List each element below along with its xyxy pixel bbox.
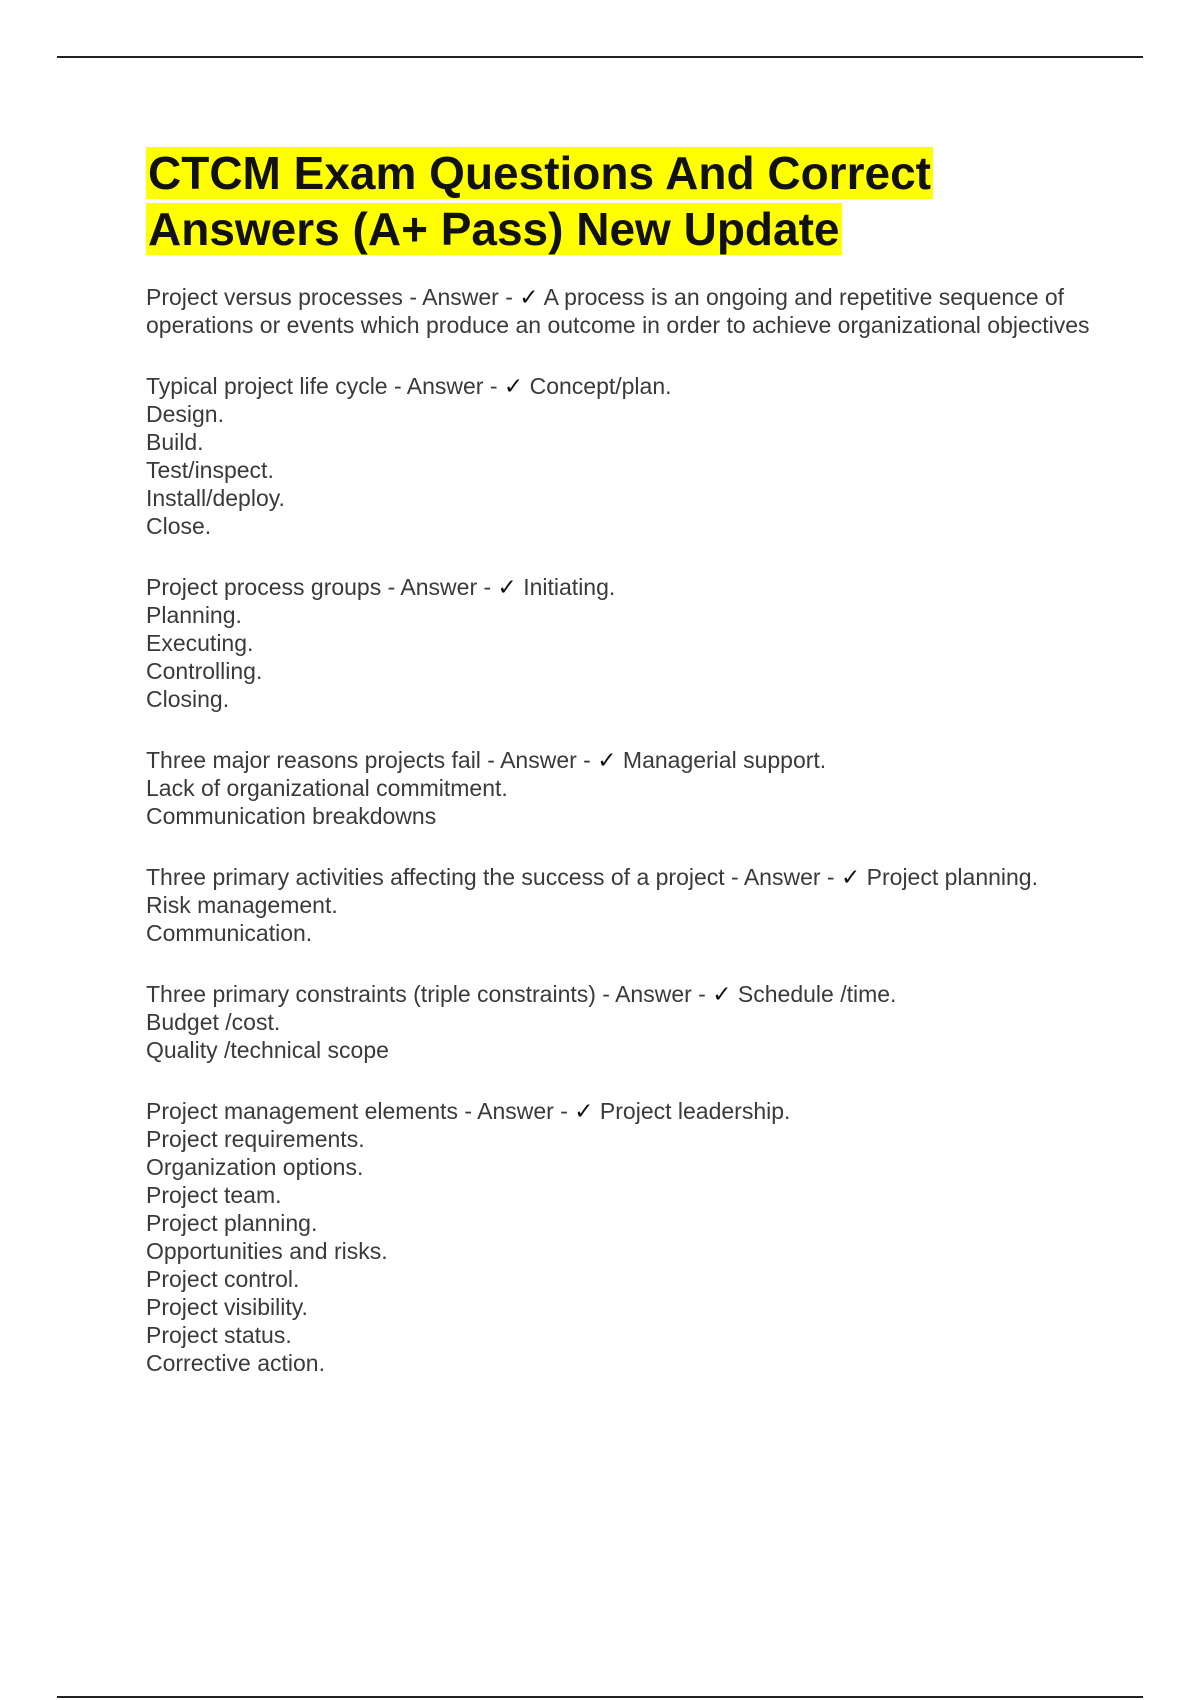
qa-answer-line: Communication. [146,920,313,946]
qa-answer-line: Lack of organizational commitment. [146,775,508,801]
answer-separator: - Answer - [480,747,598,773]
qa-question-line [146,746,1106,774]
qa-answer-line: Managerial support. [622,747,827,773]
qa-item [146,980,1106,1064]
qa-question-line [146,573,1106,601]
qa-list [146,283,1106,1377]
check-icon: ✓ [712,981,732,1007]
qa-answer-line: Project leadership. [599,1098,791,1124]
qa-question: Three major reasons projects fail [146,747,481,773]
qa-answer-line: Project planning. [866,864,1038,890]
check-icon: ✓ [840,864,861,890]
check-icon: ✓ [597,747,617,773]
qa-answer-line: Closing. [146,686,230,712]
qa-answer-line: Build. [146,429,204,455]
qa-question-line [146,283,1106,339]
check-icon: ✓ [503,373,524,399]
qa-answer-line: Organization options. [146,1154,364,1180]
header-rule [57,56,1143,58]
qa-item [146,863,1106,947]
check-icon: ✓ [574,1098,594,1124]
qa-item [146,573,1106,713]
qa-item [146,1097,1106,1377]
qa-question: Three primary activities affecting the success of a project [146,864,725,890]
qa-question: Project versus processes [146,284,403,310]
answer-separator: - Answer - [387,373,504,399]
qa-answer-line: Opportunities and risks. [146,1238,388,1264]
qa-answer-line: Project status. [146,1322,292,1348]
document-body [146,145,1106,1410]
qa-answer-line: Project control. [146,1266,300,1292]
qa-question-line [146,1097,1106,1125]
answer-separator: - Answer - [595,981,713,1007]
qa-answer-line: Communication breakdowns [146,803,437,829]
qa-answer-line: A process is an ongoing and repetitive sequence of operations or events which produce an outcome in order to achieve organizational objectives [146,284,1090,338]
check-icon: ✓ [497,574,517,600]
qa-item [146,372,1106,540]
answer-separator: - Answer - [724,864,841,890]
qa-answer-line: Design. [146,401,224,427]
qa-answer-line: Quality /technical scope [146,1037,389,1063]
qa-answer-line: Initiating. [523,574,616,600]
qa-answer-line: Schedule /time. [737,981,897,1007]
qa-item [146,746,1106,830]
answer-separator: - Answer - [381,574,498,600]
qa-question: Typical project life cycle [146,373,388,399]
qa-question-line [146,863,1106,891]
qa-question: Three primary constraints (triple constraints) [146,981,596,1007]
qa-answer-line: Risk management. [146,892,338,918]
answer-separator: - Answer - [402,284,520,310]
answer-separator: - Answer - [457,1098,575,1124]
qa-answer-line: Project requirements. [146,1126,365,1152]
qa-answer-line: Install/deploy. [146,485,285,511]
qa-answer-line: Project visibility. [146,1294,308,1320]
title-highlight-line-1: CTCM Exam Questions And Correct [148,147,931,199]
qa-answer-line: Budget /cost. [146,1009,281,1035]
qa-question-line [146,372,1106,400]
qa-answer-line: Concept/plan. [529,373,672,399]
qa-question: Project process groups [146,574,382,600]
qa-answer-line: Planning. [146,602,242,628]
document-title [146,145,1106,257]
qa-answer-line: Corrective action. [146,1350,325,1376]
title-highlight-line-2: Answers (A+ Pass) New Update [148,203,840,255]
qa-answer-line: Controlling. [146,658,263,684]
qa-answer-line: Project planning. [146,1210,318,1236]
qa-answer-line: Executing. [146,630,254,656]
footer-rule [57,1696,1143,1698]
qa-answer-line: Test/inspect. [146,457,274,483]
qa-answer-line: Project team. [146,1182,282,1208]
qa-item [146,283,1106,339]
check-icon: ✓ [519,284,539,310]
qa-question-line [146,980,1106,1008]
qa-answer-line: Close. [146,513,212,539]
qa-question: Project management elements [146,1098,458,1124]
